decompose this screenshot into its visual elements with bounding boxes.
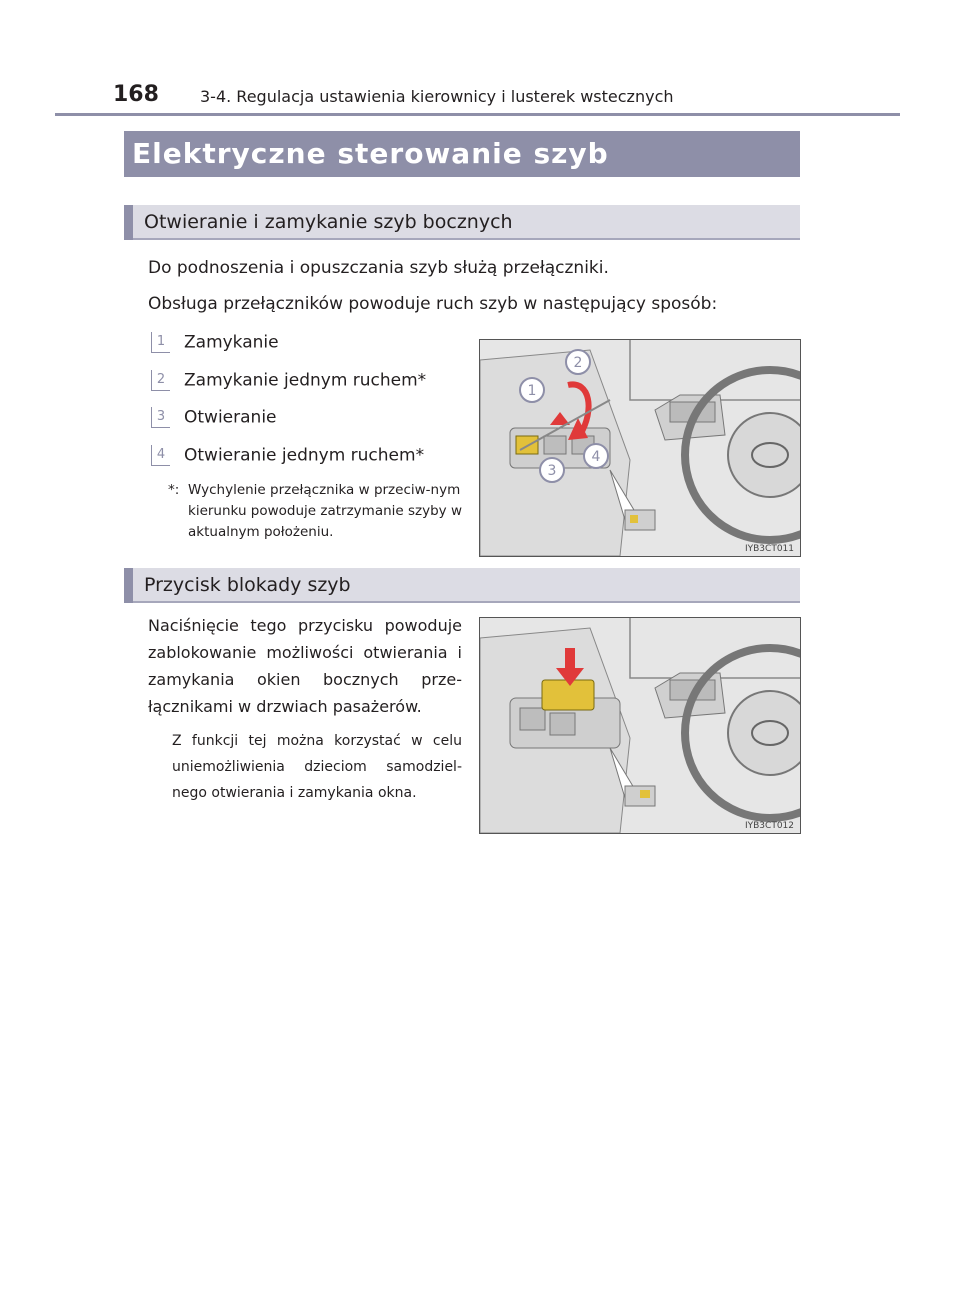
callout-3-label: 3 [547, 463, 557, 479]
page-number: 168 [113, 82, 159, 107]
list-item [151, 407, 277, 428]
list-item [151, 445, 424, 466]
item-label: Otwieranie jednym ruchem* [184, 445, 425, 466]
intro-paragraph-2: Obsługa przełączników powoduje ruch szyb w następujący sposób: [148, 294, 718, 314]
lock-button-note: Z funkcji tej można korzystać w celu uniemożliwienia dzieciom samodziel-nego otwierania i zamykania okna. [172, 733, 462, 801]
intro-paragraph-1: Do podnoszenia i opuszczania szyb służą przełączniki. [148, 258, 609, 278]
window-switch-drawing [480, 340, 800, 556]
callout-1-label: 1 [527, 383, 537, 399]
section2-heading-bar [124, 568, 800, 603]
header-divider [55, 113, 900, 116]
figure-code: IYB3CT011 [744, 544, 794, 554]
page-title: Elektryczne sterowanie szyb [132, 137, 609, 170]
section1-heading: Otwieranie i zamykanie szyb bocznych [144, 211, 513, 233]
item-number: 2 [151, 370, 170, 391]
lock-button [542, 680, 594, 710]
callout-4-label: 4 [591, 449, 601, 465]
item-number: 1 [151, 332, 170, 353]
window-switch-illustration [479, 339, 801, 557]
lock-button-paragraph: Naciśnięcie tego przycisku powoduje zablokowanie możliwości otwierania i zamykania okien bocznych prze-łącznikami w drzwiach pasażerów. [148, 616, 462, 716]
window-lock-drawing [480, 618, 800, 833]
item-label: Zamykanie jednym ruchem* [184, 370, 427, 391]
callout-2-label: 2 [573, 355, 583, 371]
item-label: Zamykanie [184, 332, 279, 353]
list-item [151, 332, 279, 353]
footnote-text: Wychylenie przełącznika w przeciw-nym kierunku powoduje zatrzymanie szyby w aktualnym położeniu. [188, 482, 462, 540]
figure-code: IYB3CT012 [744, 821, 794, 831]
section-header: 3-4. Regulacja ustawienia kierownicy i lusterek wstecznych [200, 87, 674, 106]
section2-heading: Przycisk blokady szyb [144, 574, 351, 596]
item-label: Otwieranie [184, 407, 277, 428]
item-number: 4 [151, 445, 170, 466]
item-number: 3 [151, 407, 170, 428]
section1-heading-bar [124, 205, 800, 240]
window-lock-illustration [479, 617, 801, 834]
footnote-mark: *: [168, 482, 180, 498]
page-title-bar [124, 131, 800, 177]
list-item [151, 370, 426, 391]
